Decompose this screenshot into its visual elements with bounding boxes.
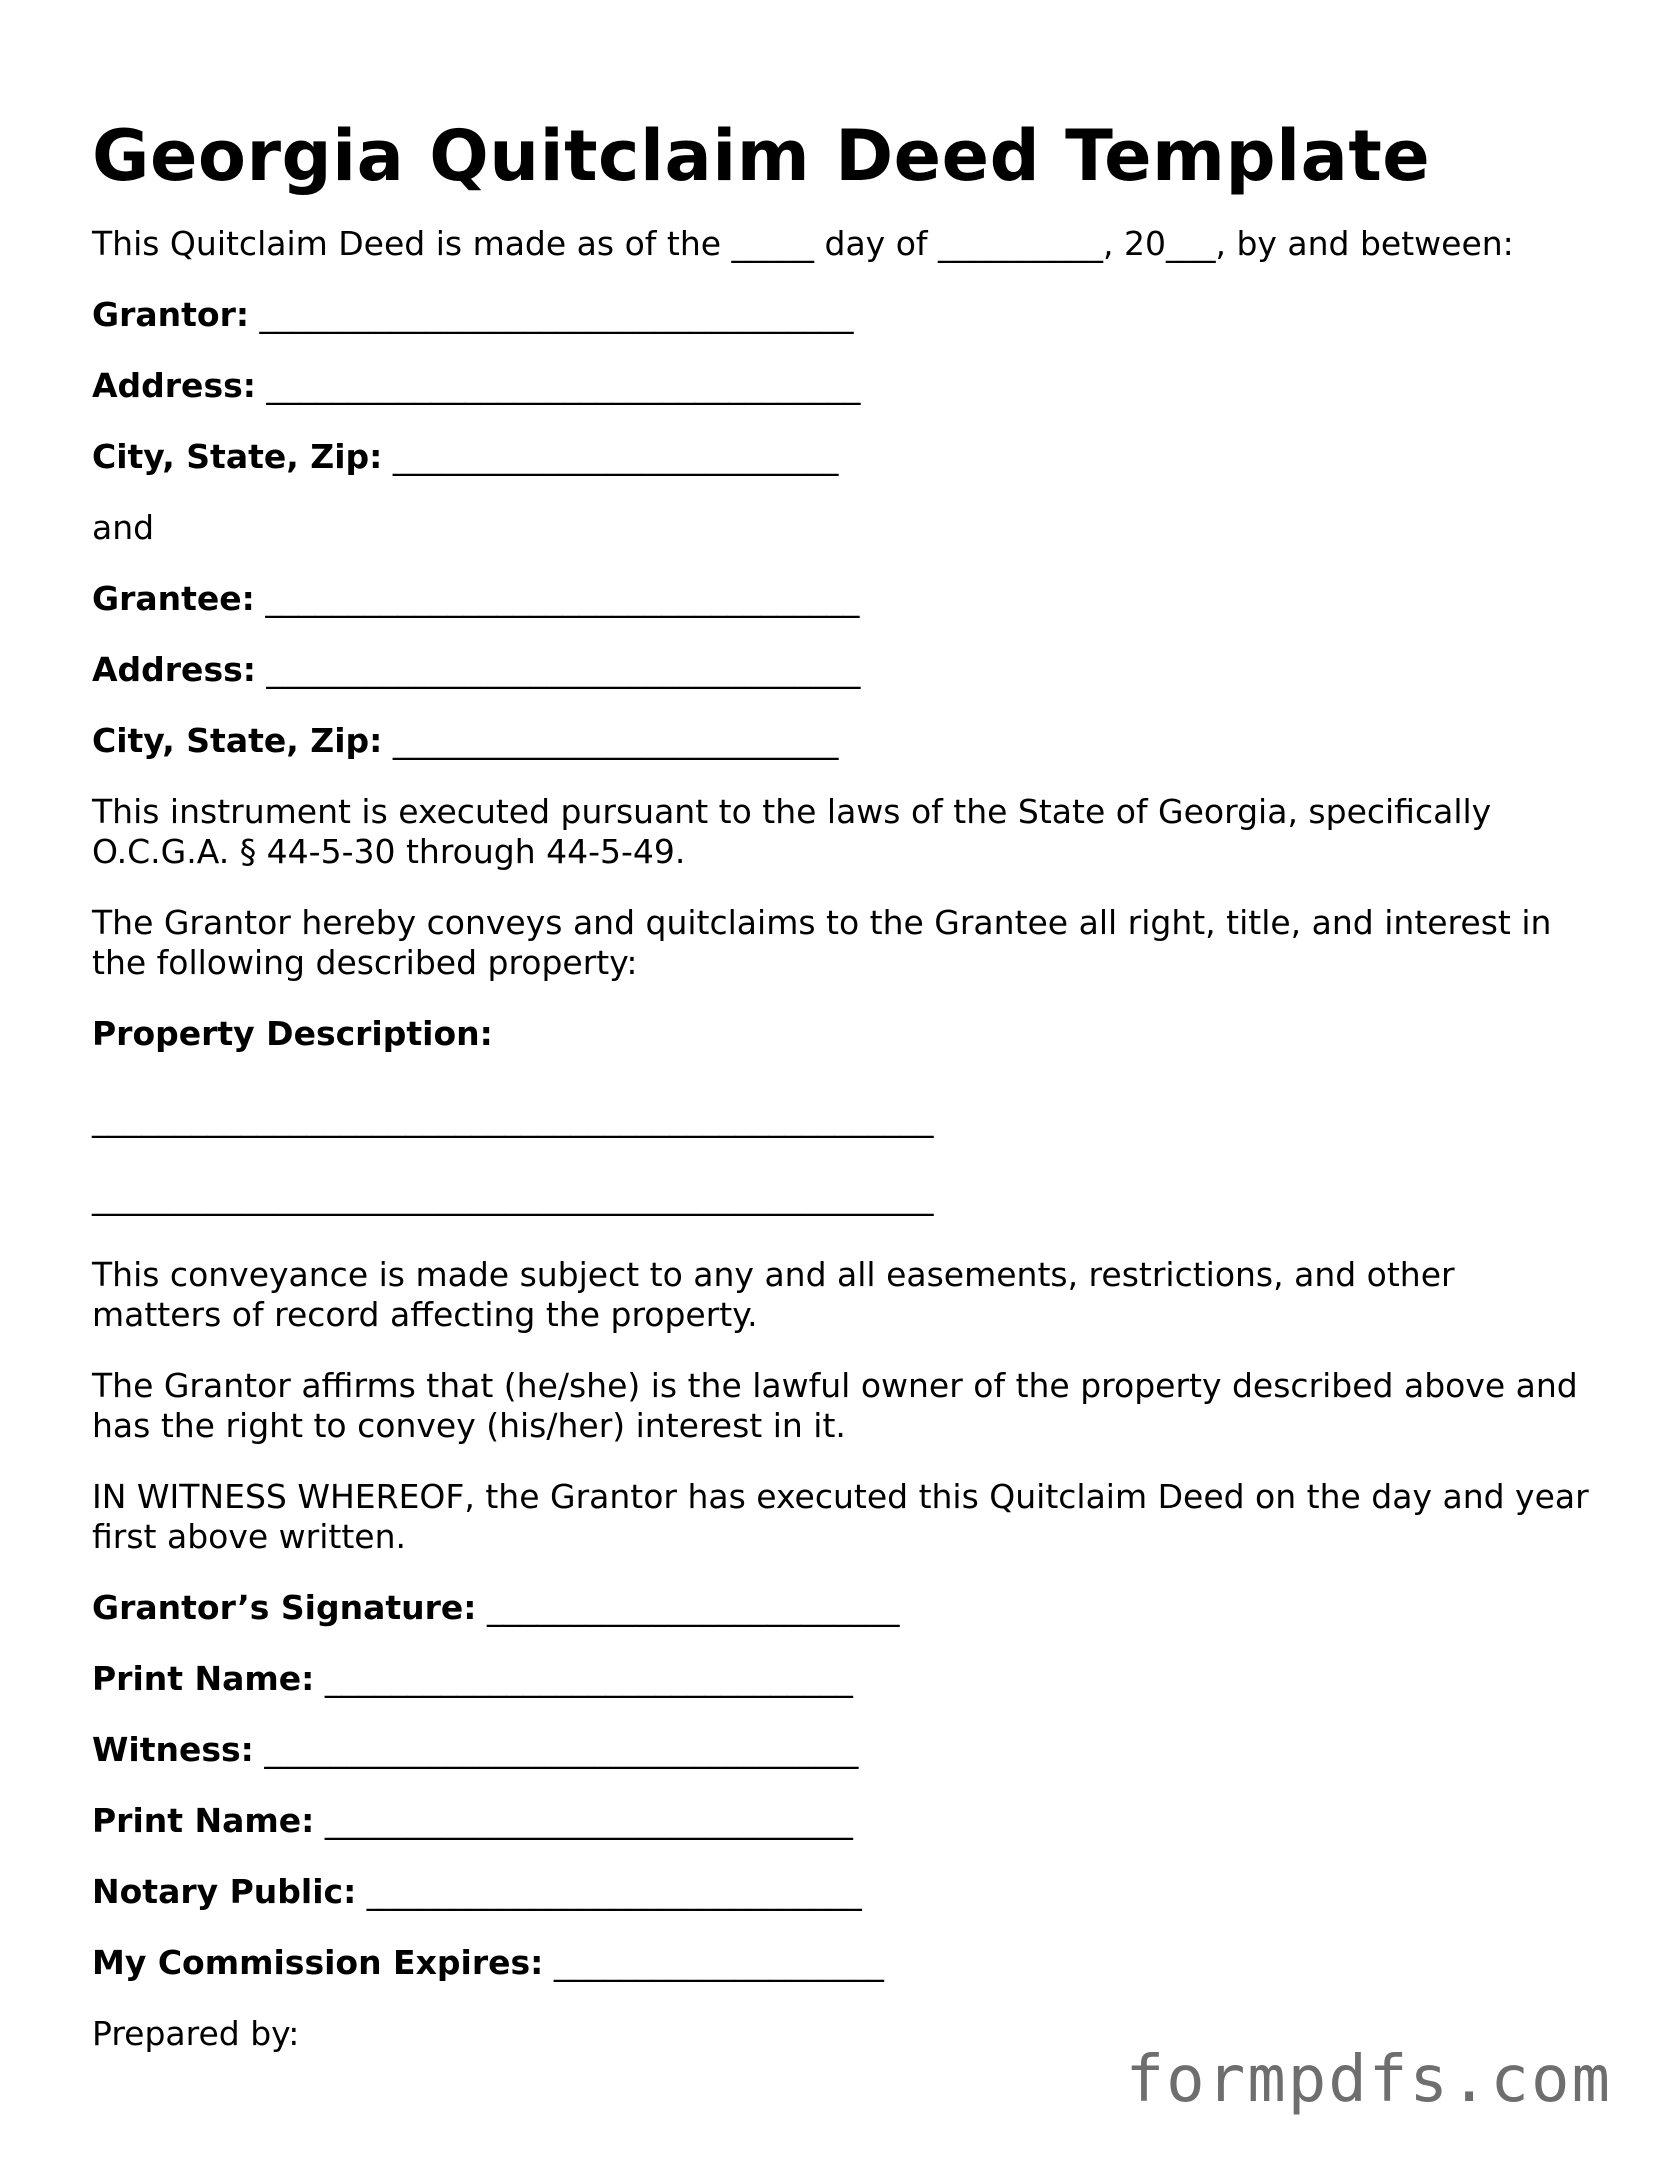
print-name-label-1: Print Name: — [92, 1659, 315, 1698]
grantee-name-label: Grantee: — [92, 579, 255, 618]
grantor-signature-blank: _________________________ — [486, 1588, 900, 1627]
print-name-row-1 — [92, 1659, 1592, 1699]
watermark: formpdfs.com — [1125, 2043, 1612, 2117]
print-name-label-2: Print Name: — [92, 1801, 315, 1840]
grantor-address-label: Address: — [92, 366, 256, 405]
law-paragraph: This instrument is executed pursuant to the laws of the State of Georgia, specifically O.C.G.A. § 44-5-30 through 44-5-49. — [92, 792, 1492, 871]
property-description-label: Property Description: — [92, 1014, 493, 1053]
commission-row — [92, 1943, 1592, 1983]
and-text: and — [92, 508, 155, 547]
property-description-line-2: ___________________________________________________ — [92, 1177, 934, 1216]
witness-label: Witness: — [92, 1730, 254, 1769]
affirm-paragraph: The Grantor affirms that (he/she) is the lawful owner of the property described above and has the right to convey (his/her) interest in it. — [92, 1366, 1578, 1445]
document-title: Georgia Quitclaim Deed Template — [92, 115, 1431, 197]
witness-paragraph: IN WITNESS WHEREOF, the Grantor has executed this Quitclaim Deed on the day and year first above written. — [92, 1477, 1589, 1556]
notary-row — [92, 1872, 1592, 1912]
grantee-name-blank: ____________________________________ — [265, 579, 860, 618]
document-page — [92, 108, 1592, 2085]
grantee-city-label: City, State, Zip: — [92, 721, 383, 760]
grantee-address-row — [92, 650, 1592, 690]
grantee-address-label: Address: — [92, 650, 256, 689]
grantor-city-label: City, State, Zip: — [92, 437, 383, 476]
grantor-address-row — [92, 366, 1592, 406]
grantor-address-blank: ____________________________________ — [266, 366, 861, 405]
commission-label: My Commission Expires: — [92, 1943, 544, 1982]
notary-blank: ______________________________ — [366, 1872, 862, 1911]
print-name-blank-1: ________________________________ — [324, 1659, 853, 1698]
prepared-by: Prepared by: — [92, 2014, 300, 2053]
grantee-name-row — [92, 579, 1592, 619]
property-description-line-1: ___________________________________________________ — [92, 1099, 934, 1138]
notary-label: Notary Public: — [92, 1872, 357, 1911]
grantor-city-blank: ___________________________ — [392, 437, 839, 476]
intro-line: This Quitclaim Deed is made as of the _____ day of __________, 20___, by and between: — [92, 224, 1514, 263]
convey-paragraph: The Grantor hereby conveys and quitclaims to the Grantee all right, title, and interest in the following described property: — [92, 903, 1552, 982]
print-name-row-2 — [92, 1801, 1592, 1841]
grantor-city-row — [92, 437, 1592, 477]
witness-blank: ____________________________________ — [264, 1730, 859, 1769]
grantor-signature-row — [92, 1588, 1592, 1628]
grantor-name-row — [92, 295, 1592, 335]
grantor-name-blank: ____________________________________ — [259, 295, 854, 334]
grantor-name-label: Grantor: — [92, 295, 250, 334]
grantor-signature-label: Grantor’s Signature: — [92, 1588, 477, 1627]
grantee-address-blank: ____________________________________ — [266, 650, 861, 689]
print-name-blank-2: ________________________________ — [324, 1801, 853, 1840]
commission-blank: ____________________ — [553, 1943, 884, 1982]
subject-paragraph: This conveyance is made subject to any and all easements, restrictions, and other matters of record affecting the property. — [92, 1255, 1455, 1334]
witness-row — [92, 1730, 1592, 1770]
grantee-city-blank: ___________________________ — [392, 721, 839, 760]
grantee-city-row — [92, 721, 1592, 761]
